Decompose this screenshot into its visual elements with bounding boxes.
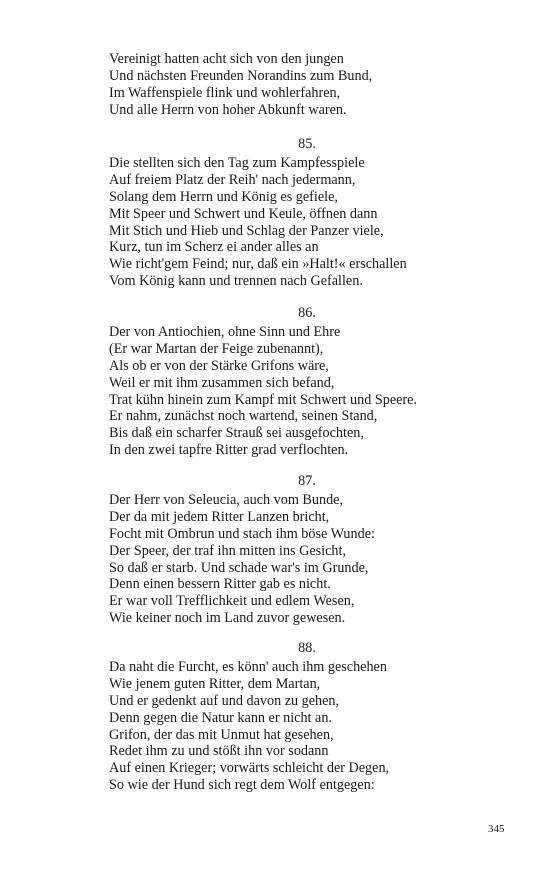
page-number: 345 <box>488 823 505 835</box>
verse-line: Focht mit Ombrun und stach ihm böse Wunde: <box>109 525 375 542</box>
stanza-number: 85. <box>298 136 316 152</box>
verse-line: Er nahm, zunächst noch wartend, seinen Stand, <box>109 408 378 425</box>
stanza-85 <box>109 136 529 290</box>
verse-line: Als ob er von der Stärke Grifons wäre, <box>109 357 329 374</box>
stanza-86 <box>109 305 529 459</box>
verse-line: So wie der Hund sich regt dem Wolf entgegen: <box>109 777 375 794</box>
verse-line: Kurz, tun im Scherz ei ander alles an <box>109 239 319 256</box>
verse-line: Und nächsten Freunden Norandins zum Bund, <box>109 67 373 84</box>
verse-line: Mit Stich und Hieb und Schlag der Panzer viele, <box>109 222 384 239</box>
verse-line: Denn einen bessern Ritter gab es nicht. <box>109 576 331 593</box>
stanza-number: 87. <box>298 473 316 489</box>
verse-line: Solang dem Herrn und König es gefiele, <box>109 188 338 205</box>
verse-line: Grifon, der das mit Unmut hat gesehen, <box>109 726 334 743</box>
verse-line: Mit Speer und Schwert und Keule, öffnen dann <box>109 205 378 222</box>
verse-line: Redet ihm zu und stößt ihn vor sodann <box>109 743 329 760</box>
verse-line: Und er gedenkt auf und davon zu gehen, <box>109 692 340 709</box>
stanza-88 <box>109 640 529 794</box>
verse-line: Bis daß ein scharfer Strauß sei ausgefochten, <box>109 425 364 442</box>
verse-line: Er war voll Trefflichkeit und edlem Wesen, <box>109 593 355 610</box>
verse-line: So daß er starb. Und schade war's im Grunde, <box>109 559 369 576</box>
verse-line: Die stellten sich den Tag zum Kampfesspiele <box>109 154 365 171</box>
verse-line: Auf einen Krieger; vorwärts schleicht der Degen, <box>109 760 390 777</box>
verse-line: Der Herr von Seleucia, auch vom Bunde, <box>109 491 344 508</box>
verse-line: In den zwei tapfre Ritter grad verflochten. <box>109 442 349 459</box>
verse-line: Denn gegen die Natur kann er nicht an. <box>109 709 332 726</box>
verse-line: Vereinigt hatten acht sich von den jungen <box>109 51 344 67</box>
verse-line: Der da mit jedem Ritter Lanzen bricht, <box>109 508 330 525</box>
verse-line: Trat kühn hinein zum Kampf mit Schwert und Speere. <box>109 391 418 408</box>
verse-line: Wie jenem guten Ritter, dem Martan, <box>109 675 321 692</box>
stanza-87 <box>109 473 529 627</box>
stanza-84-end <box>109 51 529 119</box>
stanza-number: 86. <box>298 305 316 321</box>
verse-line: Weil er mit ihm zusammen sich befand, <box>109 374 335 391</box>
verse-line: Der von Antiochien, ohne Sinn und Ehre <box>109 323 341 340</box>
verse-line: Vom König kann und trennen nach Gefallen. <box>109 273 363 290</box>
verse-line: Wie richt'gem Feind; nur, daß ein »Halt!« erschallen <box>109 256 407 273</box>
verse-line: Wie keiner noch im Land zuvor gewesen. <box>109 610 346 627</box>
verse-line: Und alle Herrn von hoher Abkunft waren. <box>109 101 347 118</box>
verse-line: Da naht die Furcht, es könn' auch ihm geschehen <box>109 658 387 675</box>
verse-line: Der Speer, der traf ihn mitten ins Gesicht, <box>109 542 347 559</box>
stanza-number: 88. <box>298 640 316 656</box>
verse-line: Im Waffenspiele flink und wohlerfahren, <box>109 84 341 101</box>
verse-line: (Er war Martan der Feige zubenannt), <box>109 340 324 357</box>
verse-line: Auf freiem Platz der Reih' nach jedermann, <box>109 171 356 188</box>
